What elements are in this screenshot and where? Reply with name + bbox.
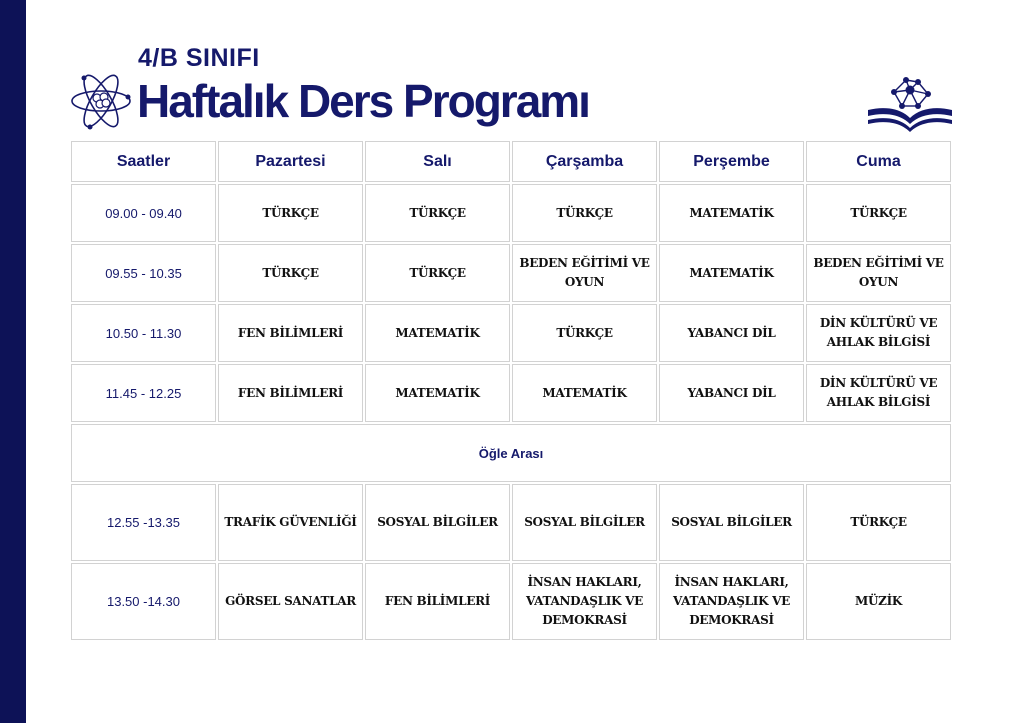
time-slot: 13.50 -14.30: [71, 563, 216, 640]
lesson-cell: BEDEN EĞİTİMİ VE OYUN: [512, 244, 657, 302]
atom-icon: [70, 70, 132, 132]
lesson-cell: İNSAN HAKLARI, VATANDAŞLIK VE DEMOKRASİ: [512, 563, 657, 640]
lesson-cell: TÜRKÇE: [806, 484, 951, 561]
lesson-cell: DİN KÜLTÜRÜ VE AHLAK BİLGİSİ: [806, 304, 951, 362]
lesson-cell: TÜRKÇE: [218, 184, 363, 242]
lesson-cell: FEN BİLİMLERİ: [365, 563, 510, 640]
open-book-network-icon: [866, 70, 954, 132]
column-header-tuesday: Salı: [365, 141, 510, 182]
lesson-cell: BEDEN EĞİTİMİ VE OYUN: [806, 244, 951, 302]
column-header-thursday: Perşembe: [659, 141, 804, 182]
lunch-break-row: Öğle Arası: [71, 424, 951, 482]
lesson-cell: TRAFİK GÜVENLİĞİ: [218, 484, 363, 561]
lesson-cell: MATEMATİK: [365, 304, 510, 362]
lesson-cell: FEN BİLİMLERİ: [218, 364, 363, 422]
lesson-cell: FEN BİLİMLERİ: [218, 304, 363, 362]
time-slot: 09.00 - 09.40: [71, 184, 216, 242]
lesson-cell: TÜRKÇE: [512, 304, 657, 362]
lesson-cell: TÜRKÇE: [365, 184, 510, 242]
column-header-monday: Pazartesi: [218, 141, 363, 182]
lesson-cell: SOSYAL BİLGİLER: [512, 484, 657, 561]
lesson-cell: SOSYAL BİLGİLER: [365, 484, 510, 561]
class-title: 4/B SINIFI: [138, 44, 260, 72]
time-slot: 11.45 - 12.25: [71, 364, 216, 422]
lesson-cell: TÜRKÇE: [218, 244, 363, 302]
lesson-cell: YABANCI DİL: [659, 304, 804, 362]
time-slot: 10.50 - 11.30: [71, 304, 216, 362]
column-header-friday: Cuma: [806, 141, 951, 182]
lesson-cell: DİN KÜLTÜRÜ VE AHLAK BİLGİSİ: [806, 364, 951, 422]
time-slot: 12.55 -13.35: [71, 484, 216, 561]
lesson-cell: MATEMATİK: [512, 364, 657, 422]
lesson-cell: YABANCI DİL: [659, 364, 804, 422]
lesson-cell: TÜRKÇE: [512, 184, 657, 242]
lesson-cell: GÖRSEL SANATLAR: [218, 563, 363, 640]
time-slot: 09.55 - 10.35: [71, 244, 216, 302]
column-header-wednesday: Çarşamba: [512, 141, 657, 182]
lesson-cell: SOSYAL BİLGİLER: [659, 484, 804, 561]
page-title: Haftalık Ders Programı: [137, 75, 589, 127]
lesson-cell: MATEMATİK: [365, 364, 510, 422]
weekly-schedule-table: [71, 141, 951, 640]
left-sidebar-stripe: [0, 0, 26, 723]
lesson-cell: MÜZİK: [806, 563, 951, 640]
column-header-hours: Saatler: [71, 141, 216, 182]
lesson-cell: İNSAN HAKLARI, VATANDAŞLIK VE DEMOKRASİ: [659, 563, 804, 640]
lesson-cell: TÜRKÇE: [806, 184, 951, 242]
lesson-cell: MATEMATİK: [659, 184, 804, 242]
lesson-cell: TÜRKÇE: [365, 244, 510, 302]
lesson-cell: MATEMATİK: [659, 244, 804, 302]
